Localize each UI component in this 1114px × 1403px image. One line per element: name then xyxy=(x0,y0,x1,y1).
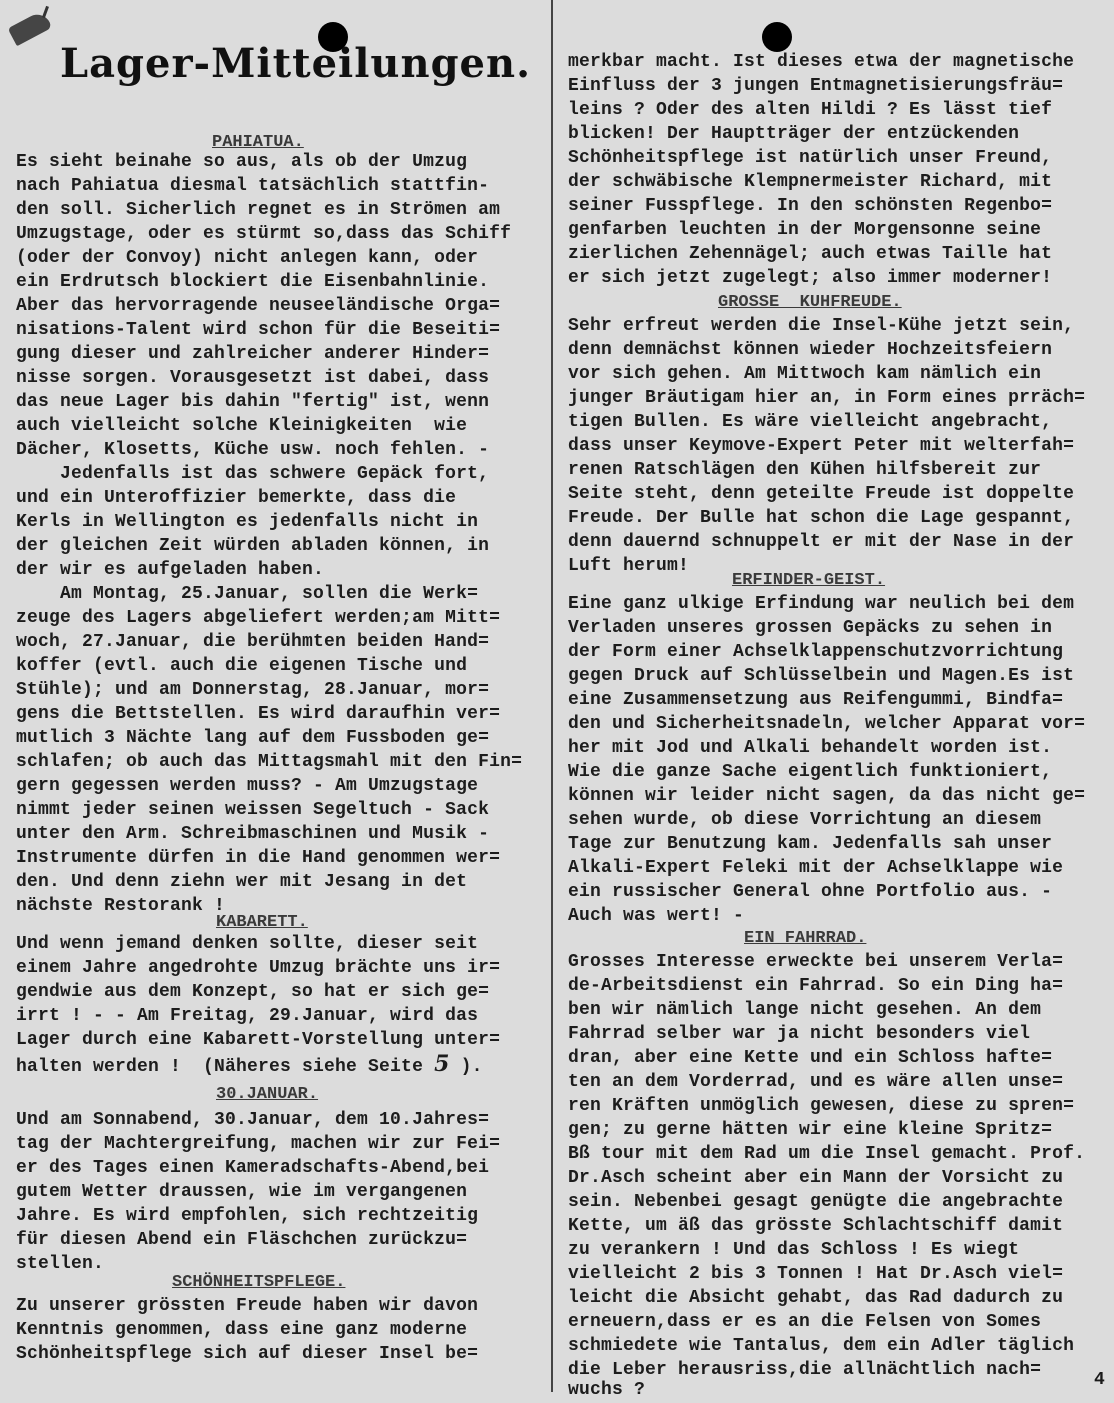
text-line: ren Kräften unmöglich gewesen, diese zu spren= xyxy=(568,1096,1075,1116)
text-line: eine Zusammensetzung aus Reifengummi, Bindfa= xyxy=(568,690,1064,710)
text-line: leins ? Oder des alten Hildi ? Es lässt tief xyxy=(568,100,1053,120)
text-line: gens die Bettstellen. Es wird daraufhin ver= xyxy=(16,704,501,724)
text-line: sein. Nebenbei gesagt genügte die angebrachte xyxy=(568,1192,1064,1212)
text-line: Auch was wert! - xyxy=(568,906,745,926)
text-line: vor sich gehen. Am Mittwoch kam nämlich ein xyxy=(568,364,1042,384)
text-line: Jahre. Es wird empfohlen, sich rechtzeitig xyxy=(16,1206,479,1226)
text-line: Wie die ganze Sache eigentlich funktioniert, xyxy=(568,762,1053,782)
text-line: sehen wurde, ob diese Vorrichtung an diesem xyxy=(568,810,1042,830)
text-line: das neue Lager bis dahin "fertig" ist, wenn xyxy=(16,392,490,412)
text-fragment: ). xyxy=(449,1057,483,1077)
text-line: vielleicht 2 bis 3 Tonnen ! Hat Dr.Asch viel= xyxy=(568,1264,1064,1284)
handwritten-page-number: 5 xyxy=(434,1051,450,1077)
text-line: Luft herum! xyxy=(568,556,690,576)
text-line-with-handwritten-number xyxy=(16,1052,483,1079)
text-line: Bß tour mit dem Rad um die Insel gemacht. Prof. xyxy=(568,1144,1086,1164)
page-number: 4 xyxy=(1094,1370,1105,1390)
section-heading-30-januar: 30.JANUAR. xyxy=(216,1085,319,1104)
text-line: die Leber herausriss,die allnächtlich nach= xyxy=(568,1360,1042,1380)
text-line: er sich jetzt zugelegt; also immer moderner! xyxy=(568,268,1053,288)
text-line: nach Pahiatua diesmal tatsächlich stattfin- xyxy=(16,176,490,196)
text-line: gung dieser und zahlreicher anderer Hinder= xyxy=(16,344,490,364)
text-line: nächste Restorank ! xyxy=(16,896,226,916)
text-line: blicken! Der Hauptträger der entzückenden xyxy=(568,124,1020,144)
text-line: Lager durch eine Kabarett-Vorstellung unter= xyxy=(16,1030,501,1050)
text-line: Freude. Der Bulle hat schon die Lage gespannt, xyxy=(568,508,1075,528)
text-line: und ein Unteroffizier bemerkte, dass die xyxy=(16,488,457,508)
text-line: zu verankern ! Und das Schloss ! Es wiegt xyxy=(568,1240,1020,1260)
text-line: dass unser Keymove-Expert Peter mit welterfah= xyxy=(568,436,1075,456)
ink-smudge-tick xyxy=(42,6,49,18)
text-line: Aber das hervorragende neuseeländische Orga= xyxy=(16,296,501,316)
text-line: Dr.Asch scheint aber ein Mann der Vorsicht zu xyxy=(568,1168,1064,1188)
text-line: können wir leider nicht sagen, da das nicht ge= xyxy=(568,786,1086,806)
text-line: auch vielleicht solche Kleinigkeiten wie xyxy=(16,416,468,436)
text-line: ten an dem Vorderrad, und es wäre allen unse= xyxy=(568,1072,1064,1092)
text-line: Einfluss der 3 jungen Entmagnetisierungsfräu= xyxy=(568,76,1064,96)
text-line: Grosses Interesse erweckte bei unserem Verla= xyxy=(568,952,1064,972)
text-line: irrt ! - - Am Freitag, 29.Januar, wird das xyxy=(16,1006,479,1026)
text-line: nimmt jeder seinen weissen Segeltuch - Sack xyxy=(16,800,490,820)
text-line: junger Bräutigam hier an, in Form eines prräch= xyxy=(568,388,1086,408)
text-line: den und Sicherheitsnadeln, welcher Apparat vor= xyxy=(568,714,1086,734)
text-line: leicht die Absicht gehabt, das Rad dadurch zu xyxy=(568,1288,1064,1308)
text-line: koffer (evtl. auch die eigenen Tische und xyxy=(16,656,468,676)
text-line: Instrumente dürfen in die Hand genommen wer= xyxy=(16,848,501,868)
text-line: Fahrrad selber war ja nicht besonders viel xyxy=(568,1024,1031,1044)
section-heading-erfinder-geist: ERFINDER-GEIST. xyxy=(732,571,886,590)
section-heading-kuhfreude: GROSSE KUHFREUDE. xyxy=(718,293,902,312)
text-line: Zu unserer grössten Freude haben wir davon xyxy=(16,1296,479,1316)
text-line: Dächer, Klosetts, Küche usw. noch fehlen. - xyxy=(16,440,490,460)
text-line: der gleichen Zeit würden abladen können, in xyxy=(16,536,490,556)
text-line: Tage zur Benutzung kam. Jedenfalls sah unser xyxy=(568,834,1053,854)
text-line: der wir es aufgeladen haben. xyxy=(16,560,325,580)
text-line: der Form einer Achselklappenschutzvorrichtung xyxy=(568,642,1064,662)
text-line: gern gegessen werden muss? - Am Umzugstage xyxy=(16,776,479,796)
text-line: tag der Machtergreifung, machen wir zur Fei= xyxy=(16,1134,501,1154)
column-divider xyxy=(551,0,553,1392)
text-line: stellen. xyxy=(16,1254,105,1274)
text-line: Und wenn jemand denken sollte, dieser seit xyxy=(16,934,479,954)
text-line: erneuern,dass er es an die Felsen von Somes xyxy=(568,1312,1042,1332)
text-line: der schwäbische Klempnermeister Richard, mit xyxy=(568,172,1053,192)
text-line: schlafen; ob auch das Mittagsmahl mit den Fin= xyxy=(16,752,523,772)
text-line: denn demnächst können wieder Hochzeitsfeiern xyxy=(568,340,1053,360)
text-line: den soll. Sicherlich regnet es in Strömen am xyxy=(16,200,501,220)
text-line: de-Arbeitsdienst ein Fahrrad. So ein Ding ha= xyxy=(568,976,1064,996)
text-line: Es sieht beinahe so aus, als ob der Umzug xyxy=(16,152,468,172)
section-heading-ein-fahrrad: EIN FAHRRAD. xyxy=(744,929,867,948)
text-line: denn dauernd schnuppelt er mit der Nase in der xyxy=(568,532,1075,552)
text-line: den. Und denn ziehn wer mit Jesang in det xyxy=(16,872,468,892)
text-line: Und am Sonnabend, 30.Januar, dem 10.Jahres= xyxy=(16,1110,490,1130)
text-fragment: halten werden ! (Näheres siehe Seite xyxy=(16,1057,435,1077)
text-line: Eine ganz ulkige Erfindung war neulich bei dem xyxy=(568,594,1075,614)
text-line: Alkali-Expert Feleki mit der Achselklappe wie xyxy=(568,858,1064,878)
text-line: gen; zu gerne hätten wir eine kleine Spritz= xyxy=(568,1120,1053,1140)
text-line: zierlichen Zehennägel; auch etwas Taille hat xyxy=(568,244,1053,264)
text-line: her mit Jod und Alkali behandelt worden ist. xyxy=(568,738,1053,758)
text-line: wuchs ? xyxy=(568,1380,646,1400)
text-line: (oder der Convoy) nicht anlegen kann, oder xyxy=(16,248,479,268)
text-line: Kerls in Wellington es jedenfalls nicht in xyxy=(16,512,479,532)
punch-hole-right xyxy=(762,22,792,52)
text-line: gutem Wetter draussen, wie im vergangenen xyxy=(16,1182,468,1202)
text-line: Am Montag, 25.Januar, sollen die Werk= xyxy=(16,584,479,604)
text-line: Jedenfalls ist das schwere Gepäck fort, xyxy=(16,464,490,484)
text-line: merkbar macht. Ist dieses etwa der magnetische xyxy=(568,52,1075,72)
text-line: ein Erdrutsch blockiert die Eisenbahnlinie. xyxy=(16,272,490,292)
text-line: schmiedete wie Tantalus, dem ein Adler täglich xyxy=(568,1336,1075,1356)
text-line: Schönheitspflege sich auf dieser Insel be= xyxy=(16,1344,479,1364)
text-line: renen Ratschlägen den Kühen hilfsbereit zur xyxy=(568,460,1042,480)
text-line: woch, 27.Januar, die berühmten beiden Hand= xyxy=(16,632,490,652)
text-line: Kette, um äß das grösste Schlachtschiff damit xyxy=(568,1216,1064,1236)
text-line: unter den Arm. Schreibmaschinen und Musik - xyxy=(16,824,490,844)
section-heading-pahiatua: PAHIATUA. xyxy=(212,133,304,152)
text-line: Verladen unseres grossen Gepäcks zu sehen in xyxy=(568,618,1053,638)
text-line: ben wir nämlich lange nicht gesehen. An dem xyxy=(568,1000,1042,1020)
section-heading-schoenheitspflege: SCHÖNHEITSPFLEGE. xyxy=(172,1273,346,1292)
text-line: einem Jahre angedrohte Umzug brächte uns ir= xyxy=(16,958,501,978)
text-line: Umzugstage, oder es stürmt so,dass das Schiff xyxy=(16,224,512,244)
text-line: seiner Fusspflege. In den schönsten Regenbo= xyxy=(568,196,1053,216)
text-line: mutlich 3 Nächte lang auf dem Fussboden ge= xyxy=(16,728,490,748)
section-heading-kabarett: KABARETT. xyxy=(216,913,308,932)
text-line: gendwie aus dem Konzept, so hat er sich ge= xyxy=(16,982,490,1002)
text-line: nisse sorgen. Vorausgesetzt ist dabei, dass xyxy=(16,368,490,388)
text-line: genfarben leuchten in der Morgensonne seine xyxy=(568,220,1042,240)
text-line: ein russischer General ohne Portfolio aus. - xyxy=(568,882,1053,902)
text-line: für diesen Abend ein Fläschchen zurückzu= xyxy=(16,1230,468,1250)
text-line: Sehr erfreut werden die Insel-Kühe jetzt sein, xyxy=(568,316,1075,336)
text-line: nisations-Talent wird schon für die Beseiti= xyxy=(16,320,501,340)
text-line: Stühle); und am Donnerstag, 28.Januar, mor= xyxy=(16,680,490,700)
text-line: dran, aber eine Kette und ein Schloss hafte= xyxy=(568,1048,1053,1068)
text-line: tigen Bullen. Es wäre vielleicht angebracht, xyxy=(568,412,1053,432)
text-line: Kenntnis genommen, dass eine ganz moderne xyxy=(16,1320,468,1340)
text-line: er des Tages einen Kameradschafts-Abend,bei xyxy=(16,1158,490,1178)
text-line: Seite steht, denn geteilte Freude ist doppelte xyxy=(568,484,1075,504)
text-line: Schönheitspflege ist natürlich unser Freund, xyxy=(568,148,1053,168)
text-line: zeuge des Lagers abgeliefert werden;am Mitt= xyxy=(16,608,501,628)
newsletter-title: Lager-Mitteilungen. xyxy=(60,40,531,87)
text-line: gegen Druck auf Schlüsselbein und Magen.Es ist xyxy=(568,666,1075,686)
